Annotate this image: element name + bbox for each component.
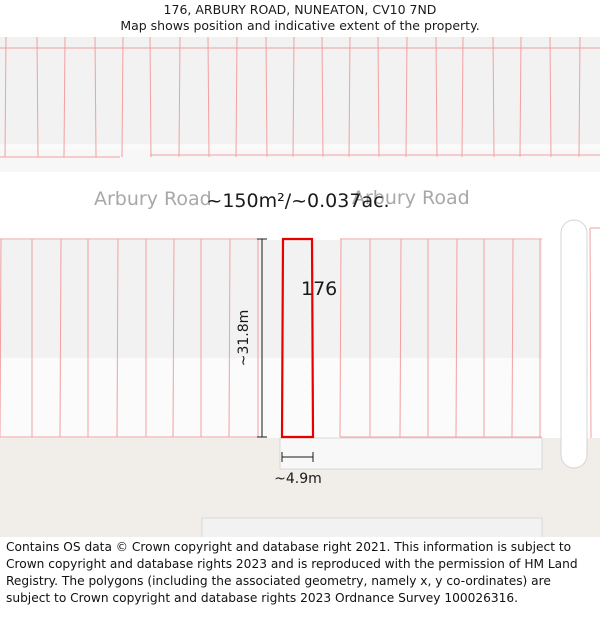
map-subtitle: Map shows position and indicative extent of the property.: [120, 18, 480, 33]
width-label: ~4.9m: [274, 471, 322, 487]
side-path: [561, 220, 587, 468]
south-gardens-area: [0, 358, 542, 438]
map-title-block: [0, 0, 600, 37]
rear-access-path: [280, 438, 542, 469]
depth-label: ~31.8m: [236, 309, 252, 367]
south-buildings-area: [0, 240, 542, 358]
road-label-right: Arbury Road: [352, 187, 470, 209]
area-label: ~150m²/~0.037ac.: [206, 190, 390, 212]
property-address: 176, ARBURY ROAD, NUNEATON, CV10 7ND: [163, 2, 437, 17]
south-building: [202, 518, 542, 537]
road-label-left: Arbury Road: [94, 188, 212, 210]
property-map[interactable]: [0, 37, 600, 537]
north-buildings-area: [0, 37, 600, 157]
copyright-attribution: Contains OS data © Crown copyright and database right 2021. This information is subject to Crown copyright and database rights 2023 and is reproduced with the permission of HM Land Registry. The polygons (including the associated geometry, namely x, y co-ordinates) are subject to Crown copyright and database rights 2023 Ordnance Survey 100026316.: [6, 540, 578, 605]
pavement-north: [0, 150, 600, 175]
house-number-label: 176: [301, 278, 338, 300]
